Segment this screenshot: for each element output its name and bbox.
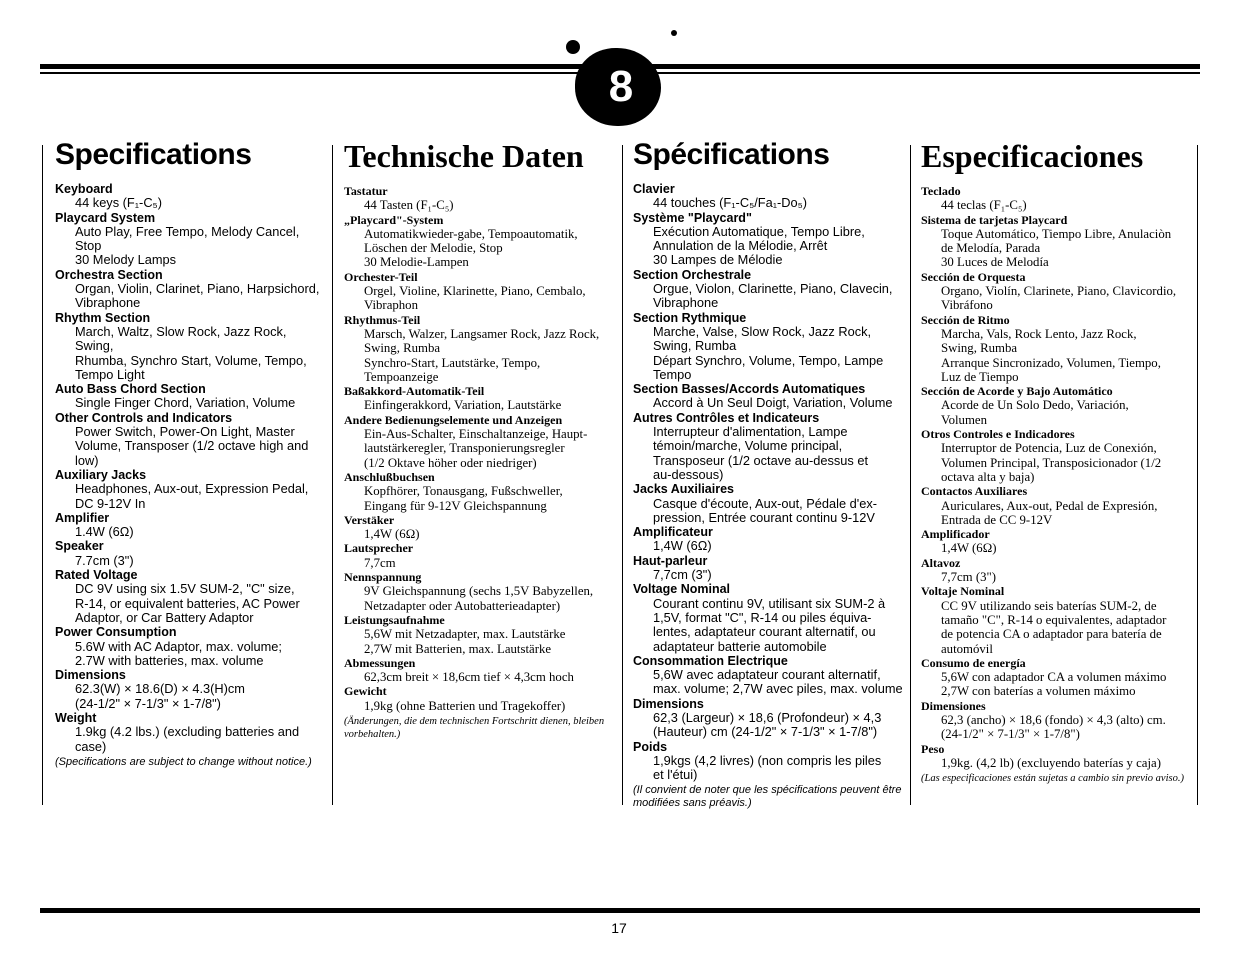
spec-value-line: Tempo Light [75, 366, 145, 382]
spec-heading: Dimensiones [921, 698, 986, 713]
spec-value-line: de potencia CA o adaptador para batería de [941, 627, 1162, 642]
spec-value-line: (24-1/2" × 7-1/3" × 1-7/8") [941, 727, 1080, 742]
spec-value-line: Rhumba, Synchro Start, Volume, Tempo, [75, 352, 307, 368]
spec-value-line: 2,7W con baterías a volumen máximo [941, 684, 1136, 699]
spec-value-line: 9V Gleichspannung (sechs 1,5V Babyzellen, [364, 584, 594, 599]
spec-heading: Consommation Electrique [633, 653, 788, 668]
spec-value-line: Vibraphone [653, 295, 719, 311]
column-title: Especificaciones [921, 138, 1144, 174]
spec-value-line: 30 Luces de Melodía [941, 255, 1049, 270]
spec-value-line: 1,5V, format "C", R-14 ou piles équiva- [653, 609, 872, 625]
spec-heading: Auto Bass Chord Section [55, 382, 206, 397]
spec-value-line: 44 Tasten (F₁-C₅) [364, 198, 454, 213]
spec-value-line: Annulation de la Mélodie, Arrêt [653, 238, 828, 254]
spec-value-line: Auto Play, Free Tempo, Melody Cancel, Stop [75, 223, 300, 254]
spec-value-line: Synchro-Start, Lautstärke, Tempo, [364, 355, 541, 370]
spec-heading: Dimensions [55, 668, 126, 683]
disclaimer-note: (Specifications are subject to change without notice.) [55, 755, 312, 768]
spec-value-line: 30 Melody Lamps [75, 252, 177, 268]
spec-value-line: Transposeur (1/2 octave au-dessus et [653, 452, 869, 468]
spec-value-line: témoin/marche, Volume principal, [653, 438, 843, 454]
spec-value-line: March, Waltz, Slow Rock, Jazz Rock, Swing, [75, 323, 287, 354]
spec-value-line: 30 Melodie-Lampen [364, 255, 469, 270]
spec-value-line: Swing, Rumba [364, 341, 441, 356]
spec-heading: Voltaje Nominal [921, 584, 1005, 599]
spec-value-line: tamaño "C", R-14 o equivalentes, adaptador [941, 612, 1167, 627]
spec-value-line: 1,4W (6Ω) [941, 541, 997, 556]
spec-value-line: Single Finger Chord, Variation, Volume [75, 395, 296, 411]
spec-heading: Abmessungen [344, 655, 416, 670]
spec-value-line: 1,4W (6Ω) [364, 527, 420, 542]
spec-value-line: Vibraphon [364, 298, 418, 313]
spec-heading: Amplifier [55, 510, 110, 525]
spec-value-line: lautstärkeregler, Transponierungsregler [364, 441, 565, 456]
spec-value-line: Tempoanzeige [364, 369, 439, 384]
spec-value-line: 1,9kgs (4,2 livres) (non compris les piles [653, 752, 882, 768]
spec-value-line: Organ, Violin, Clarinet, Piano, Harpsichord, [75, 281, 320, 297]
spec-value-line: (Hauteur) cm (24-1/2" × 7-1/3" × 1-7/8") [653, 724, 878, 740]
disclaimer-note: (Las especificaciones están sujetas a cambio sin previo aviso.) [921, 773, 1184, 785]
spec-value-line: 62,3 (ancho) × 18,6 (fondo) × 4,3 (alto) cm. [941, 712, 1166, 727]
spec-value-line: Marcha, Vals, Rock Lento, Jazz Rock, [941, 326, 1137, 341]
spec-value-line: 5,6W con adaptador CA a volumen máximo [941, 670, 1167, 685]
spec-value-line: Einfingerakkord, Variation, Lautstärke [364, 398, 562, 413]
spec-value-line: 2.7W with batteries, max. volume [75, 652, 264, 668]
spec-heading: Amplificador [921, 527, 990, 542]
spec-heading: „Playcard"-System [344, 212, 444, 227]
column-title: Specifications [55, 138, 252, 171]
spec-heading: Autres Contrôles et Indicateurs [633, 410, 820, 425]
spec-value-line: et l'étui) [653, 767, 698, 783]
spec-heading: Other Controls and Indicators [55, 410, 233, 425]
spec-value-line: Eingang für 9-12V Gleichspannung [364, 498, 547, 513]
chapter-number: 8 [608, 62, 634, 111]
spec-value-line: Ein-Aus-Schalter, Einschaltanzeige, Haupt- [364, 427, 588, 442]
spec-value-line: Adaptor, or Car Battery Adaptor [75, 609, 254, 625]
spec-value-line: Acorde de Un Solo Dedo, Variación, [941, 398, 1129, 413]
spec-value-line: 1.9kg (4.2 lbs.) (excluding batteries and case) [75, 724, 300, 754]
spec-value-line: 5,6W avec adaptateur courant alternatif, [653, 667, 881, 683]
spec-heading: Leistungsaufnahme [344, 612, 445, 627]
spec-heading: Clavier [633, 182, 675, 196]
spec-value-line: Orgel, Violine, Klarinette, Piano, Cembalo, [364, 284, 586, 299]
spec-heading: Système "Playcard" [633, 210, 752, 225]
column-french [633, 140, 905, 810]
column-divider-1 [42, 145, 43, 805]
spec-value-line: Vibraphone [75, 295, 141, 311]
spec-value-line: Löschen der Melodie, Stop [364, 241, 503, 256]
spec-value-line: Auriculares, Aux-out, Pedal de Expresión, [941, 498, 1158, 513]
spec-value-line: Swing, Rumba [941, 341, 1018, 356]
spec-value-line: Marche, Valse, Slow Rock, Jazz Rock, [653, 323, 872, 339]
spec-heading: Auxiliary Jacks [55, 467, 147, 482]
spec-value-line: Netzadapter oder Autobatterieadapter) [364, 598, 561, 613]
spec-heading: Teclado [921, 184, 961, 198]
spec-value-line: 44 keys (F₁-C₅) [75, 195, 162, 211]
spec-heading: Haut-parleur [633, 553, 708, 568]
spec-value-line: Kopfhörer, Tonausgang, Fußschweller, [364, 484, 563, 499]
spec-value-line: de Melodía, Parada [941, 241, 1041, 256]
spec-value-line: 62,3cm breit × 18,6cm tief × 4,3cm hoch [364, 670, 574, 685]
spec-value-line: Arranque Sincronizado, Volumen, Tiempo, [941, 355, 1161, 370]
spec-value-line: pression, Entrée courant continu 9-12V [653, 509, 875, 525]
column-spanish [921, 140, 1193, 785]
spec-value-line: 2,7W mit Batterien, max. Lautstärke [364, 641, 552, 656]
spec-value-line: Luz de Tiempo [941, 369, 1019, 384]
spec-heading: Sección de Acorde y Bajo Automático [921, 384, 1113, 399]
spec-heading: Orchestra Section [55, 267, 163, 282]
spec-heading: Contactos Auxiliares [921, 484, 1028, 499]
spec-value-line: Courant continu 9V, utilisant six SUM-2 à [653, 595, 886, 611]
spec-value-line: Vibráfono [941, 298, 993, 313]
spec-heading: Tastatur [344, 184, 388, 198]
decorative-dot [671, 30, 677, 36]
spec-value-line: 62.3(W) × 18.6(D) × 4.3(H)cm [75, 681, 245, 697]
spec-heading: Amplificateur [633, 525, 713, 540]
spec-heading: Sección de Ritmo [921, 312, 1010, 327]
spec-heading: Speaker [55, 539, 104, 554]
spec-value-line: DC 9V using six 1.5V SUM-2, "C" size, [75, 581, 295, 597]
column-divider-2 [332, 145, 333, 805]
spec-value-line: 44 teclas (F₁-C₅) [941, 198, 1027, 213]
spec-value-line: 1.4W (6Ω) [75, 524, 134, 540]
spec-heading: Altavoz [921, 555, 961, 570]
spec-heading: Section Basses/Accords Automatiques [633, 382, 866, 397]
spec-value-line: 7,7cm (3") [653, 567, 712, 583]
column-divider-3 [622, 145, 623, 805]
spec-value-line: (1/2 Oktave höher oder niedriger) [364, 455, 537, 470]
spec-value-line: Headphones, Aux-out, Expression Pedal, [75, 481, 309, 497]
spec-value-line: 5,6W mit Netzadapter, max. Lautstärke [364, 627, 566, 642]
spec-heading: Orchester-Teil [344, 269, 418, 284]
spec-heading: Gewicht [344, 684, 387, 699]
spec-heading: Section Rythmique [633, 310, 747, 325]
column-german [344, 140, 616, 741]
spec-value-line: octava alta y baja) [941, 469, 1035, 484]
spec-value-line: 1,9kg (ohne Batterien und Tragekoffer) [364, 698, 566, 713]
spec-value-line: automóvil [941, 641, 993, 656]
chapter-badge [575, 48, 661, 126]
spec-value-line: Volumen [941, 412, 987, 427]
footer-rule [40, 908, 1200, 913]
spec-heading: Weight [55, 710, 97, 725]
spec-heading: Peso [921, 741, 945, 756]
spec-heading: Section Orchestrale [633, 267, 752, 282]
spec-value-line: (24-1/2" × 7-1/3" × 1-7/8") [75, 695, 221, 711]
spec-heading: Consumo de energía [921, 655, 1026, 670]
column-english [55, 140, 327, 769]
disclaimer-note: (Änderungen, die dem technischen Fortschritt dienen, bleiben vorbehalten.) [344, 715, 605, 740]
spec-heading: Sección de Orquesta [921, 269, 1026, 284]
spec-heading: Jacks Auxiliaires [633, 482, 734, 497]
spec-value-line: CC 9V utilizando seis baterías SUM-2, de [941, 598, 1157, 613]
spec-value-line: 7.7cm (3") [75, 552, 134, 568]
spec-heading: Rated Voltage [55, 568, 138, 583]
spec-value-line: Interruptor de Potencia, Luz de Conexión, [941, 441, 1157, 456]
spec-value-line: Accord à Un Seul Doigt, Variation, Volume [653, 395, 893, 411]
spec-heading: Voltage Nominal [633, 582, 731, 597]
spec-heading: Lautsprecher [344, 541, 414, 556]
spec-heading: Rhythmus-Teil [344, 312, 421, 327]
spec-value-line: adaptateur batterie automobile [653, 638, 827, 654]
spec-value-line: Organo, Violín, Clarinete, Piano, Clavicordio, [941, 284, 1177, 299]
spec-heading: Nennspannung [344, 570, 422, 585]
spec-value-line: 1,9kg. (4,2 lb) (excluyendo baterías y caja) [941, 755, 1161, 770]
spec-heading: Rhythm Section [55, 310, 151, 325]
spec-heading: Sistema de tarjetas Playcard [921, 212, 1068, 227]
spec-value-line: 62,3 (Largeur) × 18,6 (Profondeur) × 4,3 [653, 709, 882, 725]
spec-heading: Anschlußbuchsen [344, 469, 435, 484]
disclaimer-note: (Il convient de noter que les spécifications peuvent être modifiées sans préavis.) [633, 784, 902, 810]
column-divider-4 [910, 145, 911, 805]
spec-value-line: Orgue, Violon, Clarinette, Piano, Clavecin, [653, 281, 893, 297]
spec-heading: Otros Controles e Indicadores [921, 427, 1075, 442]
spec-value-line: 1,4W (6Ω) [653, 538, 712, 554]
spec-heading: Andere Bedienungselemente und Anzeigen [344, 412, 563, 427]
spec-heading: Keyboard [55, 182, 113, 196]
spec-value-line: Départ Synchro, Volume, Tempo, Lampe [653, 352, 884, 368]
spec-heading: Baßakkord-Automatik-Teil [344, 384, 485, 399]
page-number: 17 [611, 920, 627, 936]
spec-value-line: au-dessous) [653, 466, 724, 482]
column-title: Technische Daten [344, 138, 584, 174]
spec-value-line: 5.6W with AC Adaptor, max. volume; [75, 638, 282, 654]
spec-heading: Dimensions [633, 696, 704, 711]
spec-value-line: Interrupteur d'alimentation, Lampe [653, 424, 848, 440]
spec-value-line: Power Switch, Power-On Light, Master [75, 424, 295, 440]
spec-value-line: Automatikwieder-gabe, Tempoautomatik, [364, 226, 578, 241]
spec-value-line: Swing, Rumba [653, 338, 737, 354]
spec-heading: Poids [633, 739, 668, 754]
spec-value-line: DC 9-12V In [75, 495, 146, 511]
spec-heading: Power Consumption [55, 625, 177, 640]
spec-value-line: Tempo [653, 366, 692, 382]
chapter-badge-notch [566, 40, 580, 54]
spec-value-line: lentes, adaptateur courant alternatif, ou [653, 624, 876, 640]
spec-value-line: Toque Automático, Tiempo Libre, Anulaciòn [941, 226, 1172, 241]
spec-value-line: Volume, Transposer (1/2 octave high and low) [75, 438, 309, 468]
spec-value-line: Volumen Principal, Transposicionador (1/2 [941, 455, 1162, 470]
spec-value-line: Entrada de CC 9-12V [941, 512, 1053, 527]
spec-value-line: 44 touches (F₁-C₅/Fa₁-Do₅) [653, 195, 808, 211]
spec-heading: Playcard System [55, 210, 156, 225]
spec-value-line: 30 Lampes de Mélodie [653, 252, 783, 268]
column-divider-5 [1197, 145, 1198, 805]
spec-value-line: R-14, or equivalent batteries, AC Power [75, 595, 300, 611]
spec-value-line: Exécution Automatique, Tempo Libre, [653, 223, 865, 239]
spec-heading: Verstäker [344, 512, 395, 527]
spec-value-line: Casque d'écoute, Aux-out, Pédale d'ex- [653, 495, 878, 511]
spec-value-line: max. volume; 2,7W avec piles, max. volume [653, 681, 903, 697]
spec-value-line: 7,7cm (3") [941, 570, 996, 585]
spec-value-line: Marsch, Walzer, Langsamer Rock, Jazz Rock, [364, 326, 600, 341]
column-title: Spécifications [633, 138, 830, 171]
spec-value-line: 7,7cm [364, 555, 396, 570]
